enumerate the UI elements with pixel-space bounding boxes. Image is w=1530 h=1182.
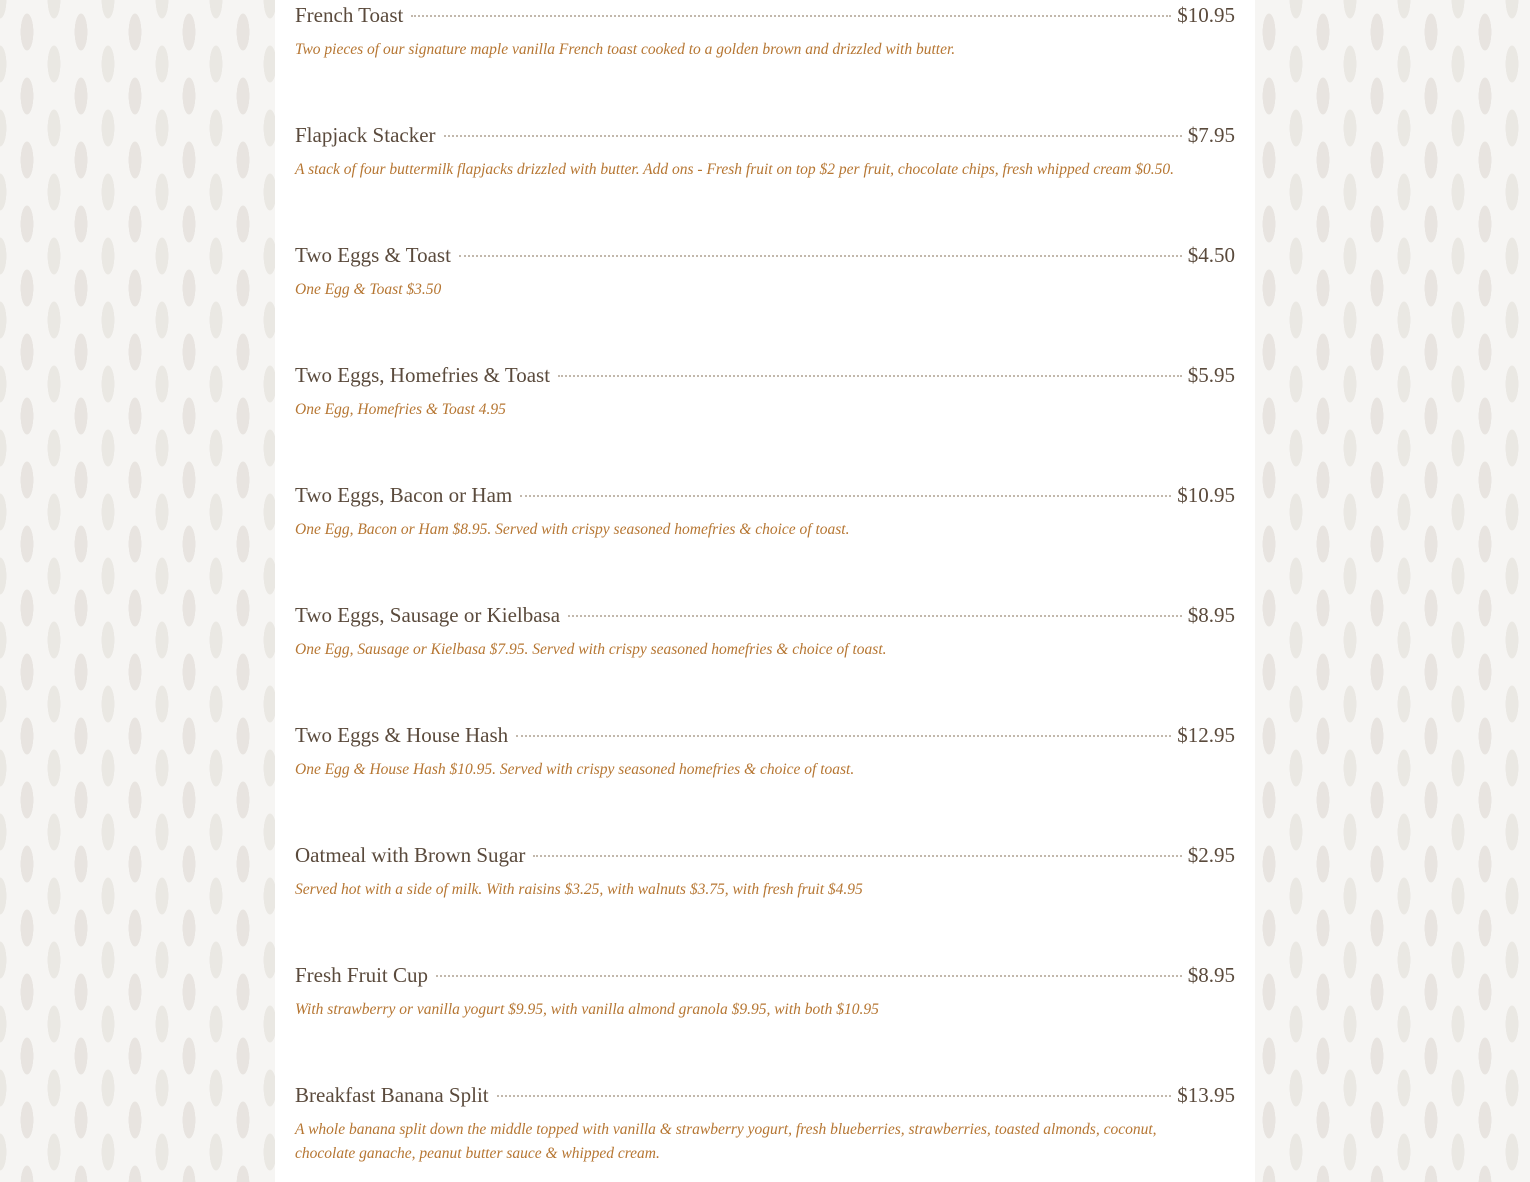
- menu-item-header: [295, 720, 1235, 750]
- menu-item-header: [295, 120, 1235, 150]
- menu-item: [295, 0, 1235, 62]
- menu-item-name: Two Eggs & House Hash: [295, 723, 509, 747]
- menu-item-description: One Egg, Homefries & Toast 4.95: [295, 401, 506, 418]
- menu-item-header: [295, 840, 1235, 870]
- menu-list: [275, 0, 1255, 1182]
- menu-item-header: [295, 360, 1235, 390]
- menu-item-header: [295, 600, 1235, 630]
- menu-item-name: Oatmeal with Brown Sugar: [295, 843, 526, 867]
- menu-item-name: Fresh Fruit Cup: [295, 963, 429, 987]
- menu-item: [295, 840, 1235, 902]
- menu-item-price: $4.50: [1187, 243, 1235, 267]
- menu-item-price: $7.95: [1187, 123, 1235, 147]
- menu-item-header: [295, 240, 1235, 270]
- menu-item: [295, 240, 1235, 302]
- menu-item-description: One Egg & House Hash $10.95. Served with crispy seasoned homefries & choice of toast.: [295, 761, 855, 778]
- menu-item-price: $8.95: [1187, 963, 1235, 987]
- menu-item-name: French Toast: [295, 3, 404, 27]
- menu-item: [295, 960, 1235, 1022]
- menu-item: [295, 600, 1235, 662]
- dotted-leader: [497, 1094, 1172, 1097]
- menu-item-price: $2.95: [1187, 843, 1235, 867]
- dotted-leader: [520, 494, 1171, 497]
- menu-item: [295, 720, 1235, 782]
- menu-item-price: $8.95: [1187, 603, 1235, 627]
- menu-item-description: One Egg, Sausage or Kielbasa $7.95. Served with crispy seasoned homefries & choice of toast.: [295, 641, 887, 658]
- menu-item-price: $10.95: [1177, 3, 1235, 27]
- menu-item-price: $12.95: [1177, 723, 1235, 747]
- menu-item-price: $5.95: [1187, 363, 1235, 387]
- dotted-leader: [459, 254, 1182, 257]
- menu-item: [295, 360, 1235, 422]
- menu-item-description: A whole banana split down the middle topped with vanilla & strawberry yogurt, fresh blueberries, strawberries, toasted almonds, coconut, chocolate ganache, peanut butter sauce & whipped cream.: [295, 1121, 1157, 1162]
- dotted-leader: [558, 374, 1182, 377]
- menu-item-name: Flapjack Stacker: [295, 123, 436, 147]
- menu-item-header: [295, 960, 1235, 990]
- menu-item-description: One Egg & Toast $3.50: [295, 281, 442, 298]
- menu-item-name: Breakfast Banana Split: [295, 1083, 489, 1107]
- menu-item: [295, 480, 1235, 542]
- dotted-leader: [568, 614, 1182, 617]
- menu-item-description: One Egg, Bacon or Ham $8.95. Served with crispy seasoned homefries & choice of toast.: [295, 521, 850, 538]
- menu-item-header: [295, 480, 1235, 510]
- menu-item-name: Two Eggs, Homefries & Toast: [295, 363, 551, 387]
- dotted-leader: [436, 974, 1182, 977]
- menu-item: [295, 120, 1235, 182]
- menu-item-header: [295, 0, 1235, 30]
- dotted-leader: [444, 134, 1182, 137]
- menu-item-header: [295, 1080, 1235, 1110]
- dotted-leader: [411, 14, 1171, 17]
- menu-item-description: Served hot with a side of milk. With raisins $3.25, with walnuts $3.75, with fresh fruit $4.95: [295, 881, 863, 898]
- dotted-leader: [533, 854, 1181, 857]
- menu-item-description: Two pieces of our signature maple vanilla French toast cooked to a golden brown and drizzled with butter.: [295, 41, 956, 58]
- menu-item-description: A stack of four buttermilk flapjacks drizzled with butter. Add ons - Fresh fruit on top $2 per fruit, chocolate chips, fresh whipped cream $0.50.: [295, 161, 1174, 178]
- menu-item-name: Two Eggs, Bacon or Ham: [295, 483, 513, 507]
- menu-item-price: $13.95: [1177, 1083, 1235, 1107]
- menu-item-name: Two Eggs & Toast: [295, 243, 451, 267]
- menu-item: [295, 1080, 1235, 1166]
- menu-item-name: Two Eggs, Sausage or Kielbasa: [295, 603, 561, 627]
- menu-item-description: With strawberry or vanilla yogurt $9.95, with vanilla almond granola $9.95, with both $10.95: [295, 1001, 879, 1018]
- dotted-leader: [516, 734, 1171, 737]
- menu-item-price: $10.95: [1177, 483, 1235, 507]
